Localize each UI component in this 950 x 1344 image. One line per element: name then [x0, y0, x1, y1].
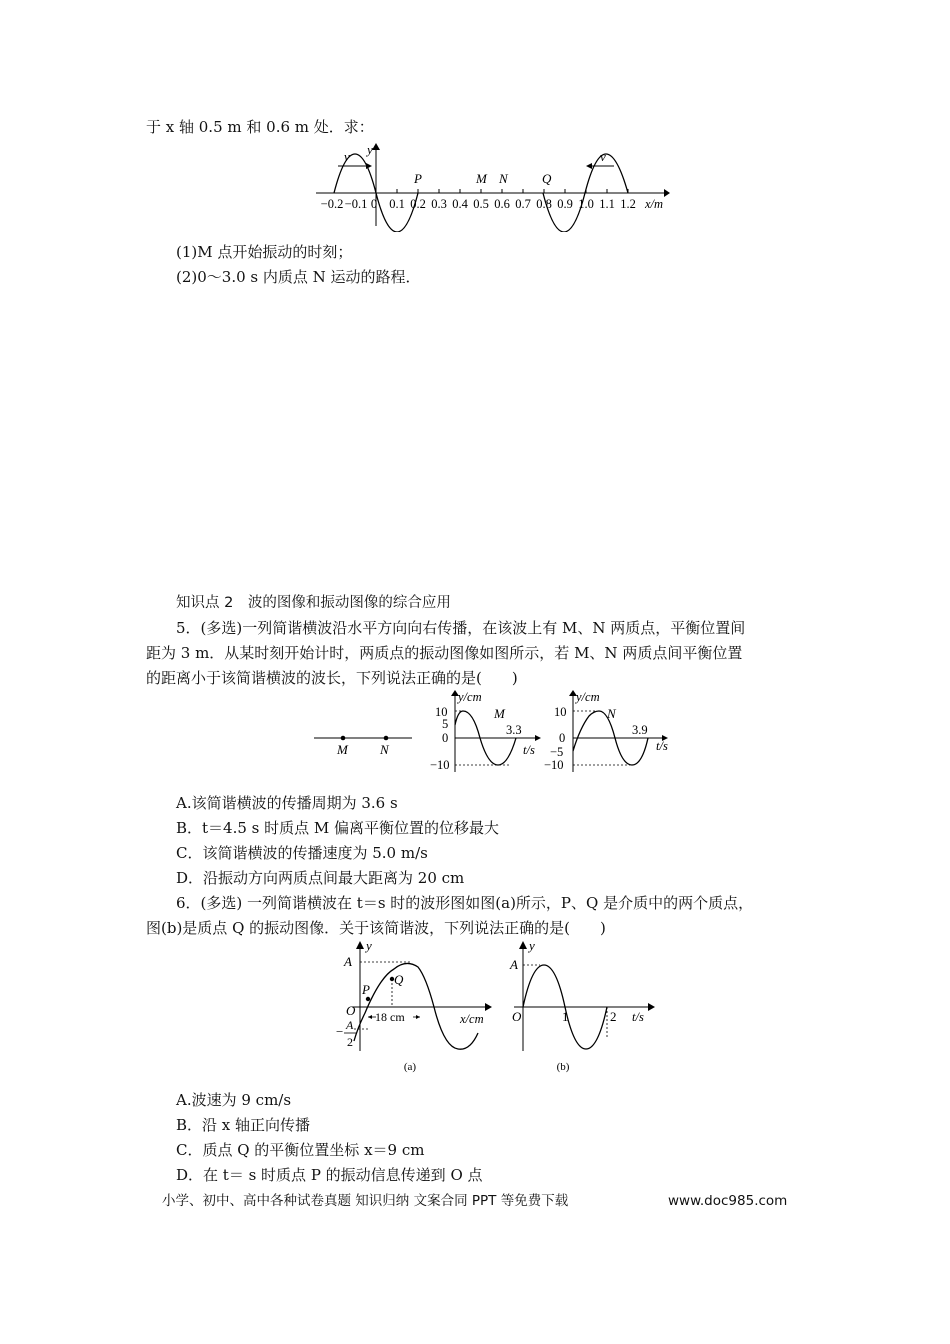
svg-text:−5: −5 [550, 745, 564, 759]
x-tick-label: 0.5 [473, 197, 489, 211]
svg-text:M: M [494, 706, 505, 721]
svg-text:N: N [607, 706, 616, 721]
q6-option-a: A.波速为 9 cm/s [176, 1091, 292, 1109]
amplitude-label: A [510, 957, 518, 972]
svg-text:−10: −10 [430, 758, 450, 772]
footer-text: 小学、初中、高中各种试卷真题 知识归纳 文案合同 PPT 等免费下载 [162, 1193, 569, 1209]
origin-label: O [346, 1003, 356, 1018]
svg-text:3.3: 3.3 [506, 723, 522, 737]
y-axis-arrow [372, 143, 380, 150]
point-q-label: Q [394, 972, 404, 987]
svg-text:0: 0 [559, 731, 566, 745]
q5-option-b: B．t＝4.5 s 时质点 M 偏离平衡位置的位移最大 [176, 819, 500, 837]
svg-text:10: 10 [554, 705, 567, 719]
x-tick-label: 0.4 [452, 197, 468, 211]
svg-text:t/s: t/s [523, 743, 535, 757]
intro-line: 于 x 轴 0.5 m 和 0.6 m 处．求： [146, 118, 374, 136]
x-tick-label: 0.2 [410, 197, 426, 211]
x-tick-label: 0 [370, 197, 378, 211]
svg-text:t/s: t/s [656, 739, 668, 753]
q6-option-b: B．沿 x 轴正向传播 [176, 1116, 311, 1134]
origin-label: O [512, 1009, 522, 1024]
x-tick-label: 0.8 [536, 197, 552, 211]
x-tick-label: 0.9 [557, 197, 573, 211]
q5-line1: 5．(多选)一列简谐横波沿水平方向向右传播，在该波上有 M、N 两质点，平衡位置间 [176, 619, 746, 637]
point-m-label: M [337, 742, 348, 757]
t-axis-label: t/s [632, 1010, 644, 1024]
x-tick-label: 0.6 [494, 197, 510, 211]
point-n-label: N [499, 171, 508, 186]
q5-option-c: C．该简谐横波的传播速度为 5.0 m/s [176, 844, 428, 862]
q6-figure-b [500, 937, 660, 1077]
y-axis-label: y [529, 938, 535, 953]
q6-figure-a [330, 937, 500, 1077]
q4-sub2: (2)0～3.0 s 内质点 N 运动的路程． [176, 268, 421, 286]
q6-line2: 图(b)是质点 Q 的振动图像．关于该简谐波，下列说法正确的是( ) [146, 919, 606, 937]
point-n-dot [384, 736, 389, 741]
x-tick-marks [397, 189, 628, 193]
amplitude-label: A [344, 954, 352, 969]
x-tick-label: 1.0 [578, 197, 594, 211]
point-p-label: P [414, 171, 422, 186]
wave-figure-1 [312, 140, 672, 232]
q5-option-d: D．沿振动方向两质点间最大距离为 20 cm [176, 869, 465, 887]
velocity-label-left: v [344, 149, 350, 164]
svg-text:5: 5 [442, 717, 449, 731]
point-m-label: M [476, 171, 487, 186]
q6-line1: 6．(多选) 一列简谐横波在 t＝s 时的波形图如图(a)所示，P、Q 是介质中的两个质点， [176, 894, 754, 912]
svg-text:−10: −10 [544, 758, 564, 772]
x-axis-arrow [664, 189, 670, 197]
m-vibration-graph [430, 690, 541, 772]
x-axis-label: x/m [645, 197, 664, 211]
footer-url[interactable]: www.doc985.com [668, 1193, 788, 1209]
svg-text:3.9: 3.9 [632, 723, 648, 737]
x-tick-label: −0.1 [344, 197, 368, 211]
caption-b: (b) [556, 1061, 570, 1073]
point-q-label: Q [542, 171, 552, 186]
distance-label: 18 cm [375, 1010, 405, 1024]
q5-figure [310, 688, 680, 778]
velocity-label-right: v [600, 149, 606, 164]
neg-amp-den: 2 [347, 1035, 353, 1049]
x-axis-label: x/cm [460, 1012, 484, 1026]
y-axis-label: y [366, 938, 372, 953]
x-tick-label: 0.3 [431, 197, 447, 211]
point-p-label: P [362, 982, 370, 997]
x-tick-label: −0.2 [320, 197, 344, 211]
q6-option-c: C．质点 Q 的平衡位置坐标 x＝9 cm [176, 1141, 425, 1159]
svg-text:y/cm: y/cm [458, 690, 482, 704]
section-heading: 知识点 2 波的图像和振动图像的综合应用 [176, 595, 451, 611]
q5-option-a: A.该简谐横波的传播周期为 3.6 s [176, 794, 398, 812]
q5-line3: 的距离小于该简谐横波的波长，下列说法正确的是( ) [146, 669, 518, 687]
x-tick-label: 0.7 [515, 197, 531, 211]
point-p-dot [366, 997, 370, 1001]
q6-option-d: D．在 t＝ s 时质点 P 的振动信息传递到 O 点 [176, 1166, 483, 1184]
q5-line2: 距为 3 m．从某时刻开始计时，两质点的振动图像如图所示，若 M、N 两质点间平衡位置 [146, 644, 743, 662]
t2-label: 2 [610, 1009, 617, 1024]
n-vibration-graph [544, 690, 668, 772]
svg-text:y/cm: y/cm [576, 690, 600, 704]
svg-text:0: 0 [442, 731, 449, 745]
caption-a: (a) [403, 1061, 417, 1073]
q4-sub1: (1)M 点开始振动的时刻； [176, 243, 353, 261]
neg-sign: − [336, 1024, 344, 1039]
x-tick-label: 0.1 [389, 197, 405, 211]
x-tick-label: 1.1 [599, 197, 615, 211]
point-n-label: N [380, 742, 389, 757]
neg-amp-num: A [346, 1018, 354, 1032]
svg-text:10: 10 [435, 705, 448, 719]
point-m-dot [341, 736, 346, 741]
x-tick-label: 1.2 [620, 197, 636, 211]
t1-label: 1 [562, 1009, 569, 1024]
y-axis-label: y [367, 142, 373, 157]
